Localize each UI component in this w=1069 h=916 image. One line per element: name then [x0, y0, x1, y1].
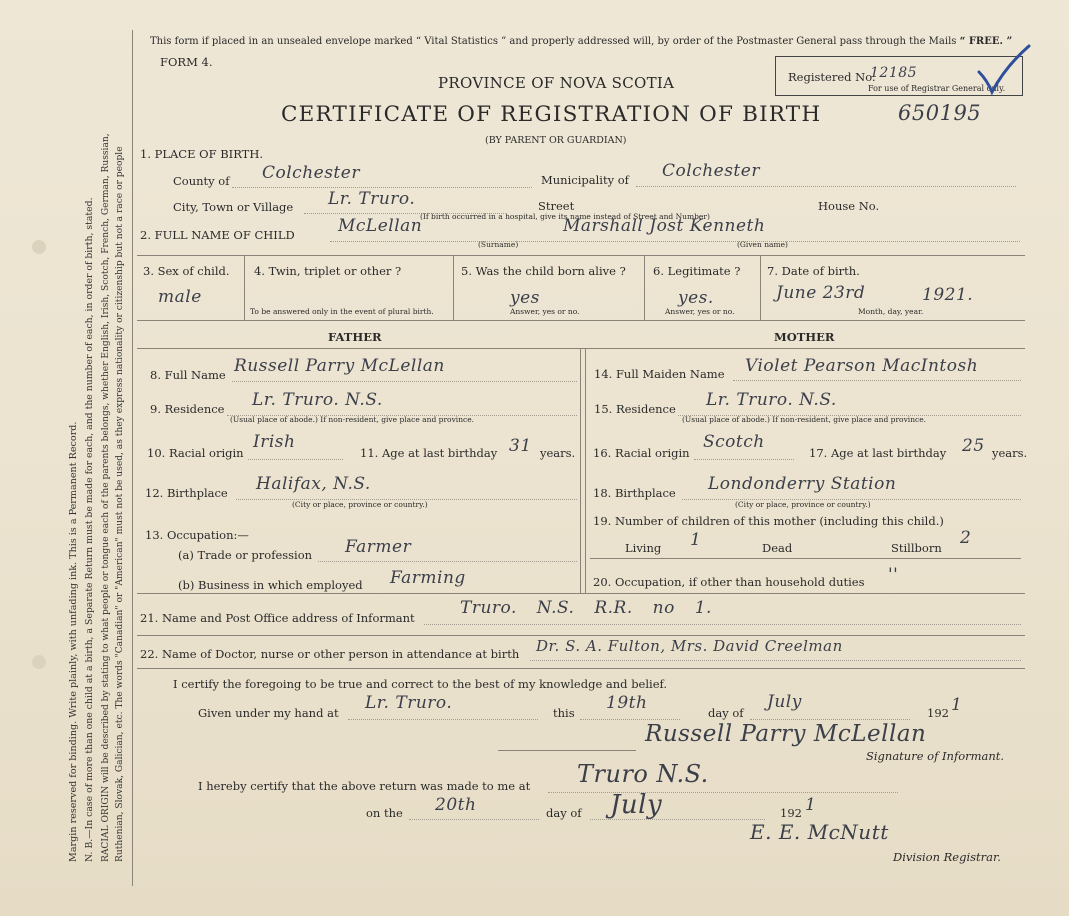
margin-rule — [132, 30, 133, 886]
twin-label: 4. Twin, triplet or other ? — [254, 264, 402, 278]
registrar-month: July — [610, 790, 663, 820]
date-note: Month, day, year. — [858, 307, 924, 316]
legitimate-value: yes. — [678, 288, 714, 308]
father-residence-label: 9. Residence — [150, 402, 225, 416]
registrar-year-suffix: 1 — [805, 795, 817, 815]
registrar-signature: E. E. McNutt — [750, 820, 889, 844]
day-of-label: day of — [708, 706, 744, 720]
living-value: 1 — [690, 530, 702, 550]
punch-hole — [32, 655, 46, 669]
child-name-label: 2. FULL NAME OF CHILD — [140, 228, 295, 242]
mother-name-label: 14. Full Maiden Name — [594, 367, 725, 381]
mother-age-value: 25 — [962, 436, 985, 456]
municipality-line — [636, 186, 1016, 187]
mother-age-unit: years. — [992, 446, 1028, 460]
legitimate-note: Answer, yes or no. — [665, 307, 735, 316]
father-name-value: Russell Parry McLellan — [234, 356, 445, 376]
doctor-value: Dr. S. A. Fulton, Mrs. David Creelman — [536, 637, 843, 655]
father-racial-value: Irish — [253, 432, 296, 452]
father-heading: FATHER — [328, 330, 382, 344]
surname-note: (Surname) — [478, 240, 519, 249]
children-label: 19. Number of children of this mother (including this child.) — [593, 514, 944, 528]
given-year-suffix: 1 — [951, 695, 963, 715]
child-name-line — [330, 241, 1020, 242]
line — [248, 459, 343, 460]
col-rule — [760, 255, 761, 320]
registrar-statement: I hereby certify that the above return was made to me at — [198, 779, 531, 793]
certificate-number: 650195 — [898, 101, 982, 125]
margin-note: RACIAL ORIGIN will be described by stating to what people or tongue each of the parents belongs, whether English, Irish, Scotch, French, German, Russian, — [101, 133, 111, 862]
stillborn-label: Stillborn — [891, 541, 942, 555]
father-name-label: 8. Full Name — [150, 368, 226, 382]
county-value: Colchester — [262, 163, 360, 183]
given-name-note: (Given name) — [737, 240, 788, 249]
mother-residence-note: (Usual place of abode.) If non-resident, give place and province. — [682, 415, 927, 424]
given-year-prefix: 192 — [927, 706, 949, 720]
mother-age-label: 17. Age at last birthday — [809, 446, 947, 460]
mother-occupation-label: 20. Occupation, if other than household duties — [593, 575, 865, 589]
certificate-title: CERTIFICATE OF REGISTRATION OF BIRTH — [281, 102, 822, 127]
sex-value: male — [158, 287, 202, 307]
given-month: July — [767, 692, 802, 712]
county-label: County of — [173, 174, 230, 188]
house-no-label: House No. — [818, 199, 880, 213]
col-rule — [644, 255, 645, 320]
business-value: Farming — [390, 568, 466, 588]
mother-racial-label: 16. Racial origin — [593, 446, 690, 460]
mother-residence-value: Lr. Truro. N.S. — [706, 390, 837, 410]
father-age-value: 31 — [509, 436, 532, 456]
trade-label: (a) Trade or profession — [178, 548, 313, 562]
date-of-birth-label: 7. Date of birth. — [767, 264, 860, 278]
line — [694, 459, 794, 460]
line — [318, 561, 577, 562]
municipality-label: Municipality of — [541, 173, 629, 187]
col-rule — [453, 255, 454, 320]
free-label: “ FREE. ” — [959, 36, 1013, 47]
mother-racial-value: Scotch — [703, 432, 765, 452]
informant-signature: Russell Parry McLellan — [645, 721, 927, 747]
father-residence-value: Lr. Truro. N.S. — [252, 390, 383, 410]
row-rule — [137, 668, 1025, 669]
line — [733, 380, 1021, 381]
margin-note: N. B.—In case of more than one child at a birth, a Separate Return must be made for each, and the number of each, in order of birth, stated. — [84, 197, 95, 862]
row-rule — [137, 593, 1025, 594]
line — [348, 719, 538, 720]
postal-notice — [150, 35, 1012, 49]
province-heading: PROVINCE OF NOVA SCOTIA — [438, 74, 675, 92]
given-day: 19th — [606, 693, 648, 713]
col-rule — [244, 255, 245, 320]
line — [548, 792, 898, 793]
signature-line — [498, 750, 636, 751]
mother-heading: MOTHER — [774, 330, 835, 344]
margin-note: Margin reserved for binding. Write plainly, with unfading ink. This is a Permanent Record. — [68, 421, 79, 862]
form-number: FORM 4. — [160, 55, 213, 69]
date-of-birth-year: 1921. — [922, 285, 974, 305]
child-surname: McLellan — [338, 216, 423, 236]
alive-value: yes — [510, 288, 540, 308]
father-age-unit: years. — [540, 446, 576, 460]
date-of-birth-value: June 23rd — [776, 283, 866, 303]
alive-note: Answer, yes or no. — [510, 307, 580, 316]
living-label: Living — [625, 541, 662, 555]
certify-statement: I certify the foregoing to be true and correct to the best of my knowledge and belief. — [173, 677, 668, 691]
registrar-day-of-label: day of — [546, 806, 582, 820]
certificate-subtitle: (BY PARENT OR GUARDIAN) — [485, 135, 627, 146]
child-given-name: Marshall Jost Kenneth — [563, 216, 766, 236]
center-rule — [585, 348, 586, 593]
informant-value: Truro. N.S. R.R. no 1. — [460, 598, 712, 618]
mother-residence-label: 15. Residence — [594, 402, 676, 416]
father-birthplace-label: 12. Birthplace — [145, 486, 228, 500]
mother-birthplace-label: 18. Birthplace — [593, 486, 676, 500]
doctor-label: 22. Name of Doctor, nurse or other person in attendance at birth — [140, 647, 520, 661]
registrar-place: Truro N.S. — [577, 760, 709, 788]
line — [424, 624, 1021, 625]
trade-value: Farmer — [345, 537, 412, 557]
place-of-birth-heading: 1. PLACE OF BIRTH. — [140, 147, 264, 161]
occupation-label: 13. Occupation:— — [145, 528, 249, 542]
margin-note: Ruthenian, Slovak, Galician, etc. The words "Canadian" or "American" must not be used, as they express nationality or citizenship but not a race or people — [115, 146, 125, 862]
sex-label: 3. Sex of child. — [143, 264, 230, 278]
twin-note: To be answered only in the event of plural birth. — [250, 307, 434, 316]
father-age-label: 11. Age at last birthday — [360, 446, 498, 460]
postal-notice-text: This form if placed in an unsealed envelope marked “ Vital Statistics ” and properly addressed will, by order of the Postmaster General pass through the Mails — [150, 36, 957, 47]
city-value: Lr. Truro. — [328, 189, 416, 209]
father-residence-note: (Usual place of abode.) If non-resident, give place and province. — [230, 415, 475, 424]
alive-label: 5. Was the child born alive ? — [461, 264, 626, 278]
municipality-value: Colchester — [662, 161, 760, 181]
father-birthplace-value: Halifax, N.S. — [256, 474, 371, 494]
check-mark-icon — [975, 42, 1033, 100]
city-label: City, Town or Village — [173, 200, 294, 214]
street-label: Street — [538, 199, 575, 213]
hospital-note: (If birth occurred in a hospital, give its name instead of Street and Number) — [420, 212, 710, 221]
mother-occupation-value: '' — [888, 565, 899, 585]
mother-birthplace-note: (City or place, province or country.) — [735, 500, 871, 509]
stillborn-value: 2 — [960, 528, 972, 548]
legitimate-label: 6. Legitimate ? — [653, 264, 741, 278]
division-registrar-label: Division Registrar. — [893, 850, 1001, 864]
registrar-day: 20th — [435, 795, 477, 815]
business-label: (b) Business in which employed — [178, 578, 363, 592]
line — [409, 819, 539, 820]
row-rule — [137, 255, 1025, 256]
punch-hole — [32, 240, 46, 254]
registrar-year-prefix: 192 — [780, 806, 802, 820]
dead-label: Dead — [762, 541, 793, 555]
center-rule — [580, 348, 581, 593]
line — [530, 660, 1021, 661]
line — [232, 381, 577, 382]
county-line — [232, 187, 532, 188]
mother-birthplace-value: Londonderry Station — [708, 474, 897, 494]
father-birthplace-note: (City or place, province or country.) — [292, 500, 428, 509]
informant-label: 21. Name and Post Office address of Informant — [140, 611, 415, 625]
registrar-note: For use of Registrar General only. — [868, 84, 1006, 93]
father-racial-label: 10. Racial origin — [147, 446, 244, 460]
row-rule — [137, 348, 1025, 349]
on-the-label: on the — [366, 806, 403, 820]
signature-label: Signature of Informant. — [866, 749, 1005, 763]
given-label: Given under my hand at — [198, 706, 339, 720]
given-place: Lr. Truro. — [365, 693, 453, 713]
row-rule — [590, 558, 1021, 559]
this-label: this — [553, 706, 575, 720]
registered-number: 12185 — [870, 65, 918, 81]
mother-name-value: Violet Pearson MacIntosh — [745, 356, 979, 376]
row-rule — [137, 320, 1025, 321]
registered-label: Registered No. — [788, 70, 876, 84]
